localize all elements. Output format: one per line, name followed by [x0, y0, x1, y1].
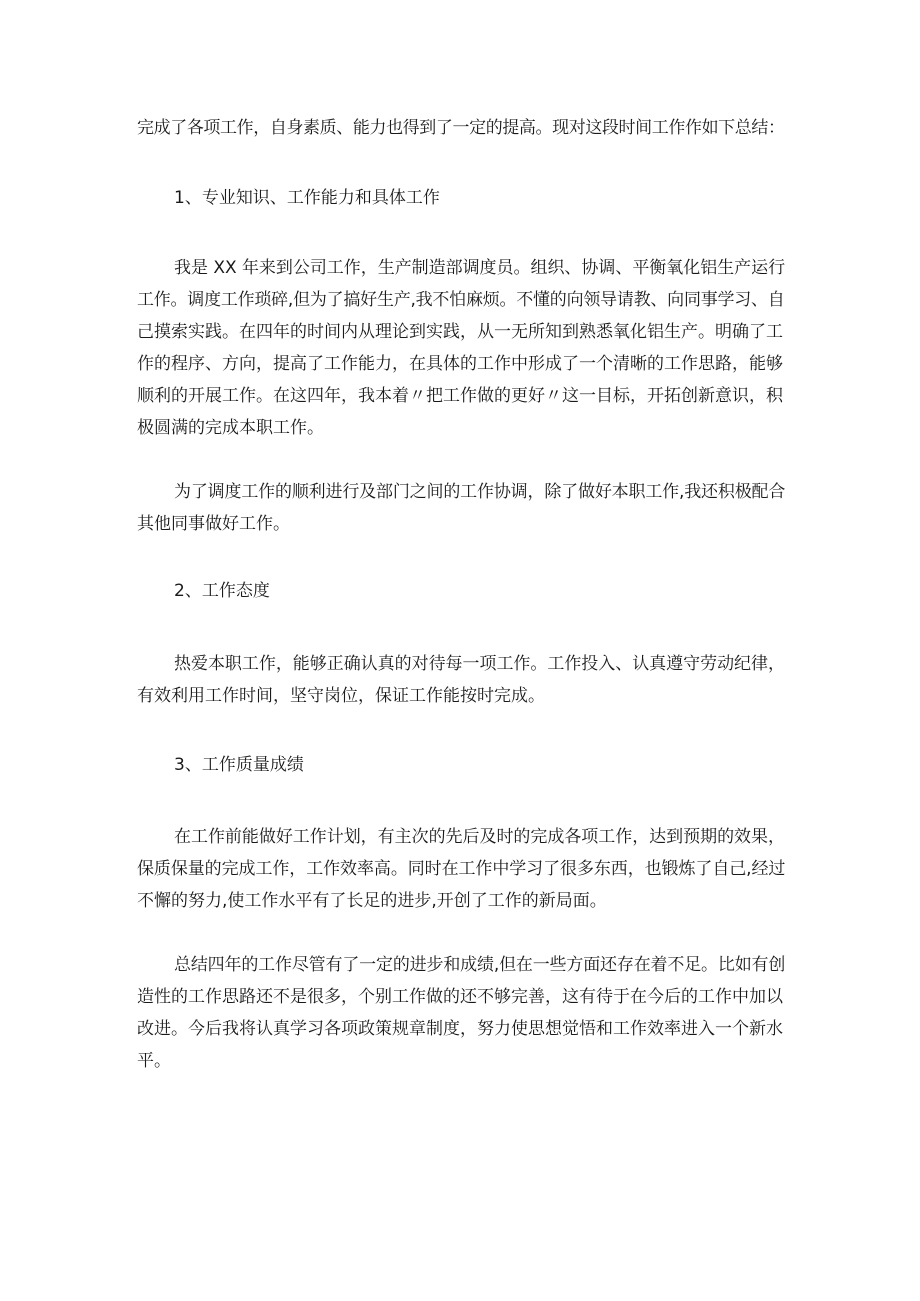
paragraph-4-line: 保质保量的完成工作，工作效率高。同时在工作中学习了很多东西，也锻炼了自己,经过	[137, 859, 786, 879]
paragraph-5-line: 平。	[137, 1051, 171, 1071]
paragraph-2-line: 为了调度工作的顺利进行及部门之间的工作协调，除了做好本职工作,我还积极配合	[174, 482, 786, 502]
paragraph-1-line: 工作。调度工作琐碎,但为了搞好生产,我不怕麻烦。不懂的向领导请教、向同事学习、自	[137, 290, 785, 310]
section-1-heading: 1、专业知识、工作能力和具体工作	[174, 188, 440, 208]
paragraph-4-line: 不懈的努力,使工作水平有了长足的进步,开创了工作的新局面。	[137, 891, 607, 911]
paragraph-5-line: 总结四年的工作尽管有了一定的进步和成绩,但在一些方面还存在着不足。比如有创	[174, 955, 786, 975]
paragraph-5-line: 改进。今后我将认真学习各项政策规章制度，努力使思想觉悟和工作效率进入一个新水	[137, 1019, 783, 1039]
paragraph-5-line: 造性的工作思路还不是很多，个别工作做的还不够完善，这有待于在今后的工作中加以	[137, 987, 783, 1007]
section-2-heading: 2、工作态度	[174, 581, 270, 601]
paragraph-3-line: 热爱本职工作，能够正确认真的对待每一项工作。工作投入、认真遵守劳动纪律，	[174, 654, 785, 674]
section-3-heading: 3、工作质量成绩	[174, 755, 304, 775]
paragraph-2-line: 其他同事做好工作。	[137, 514, 290, 534]
paragraph-1-line: 极圆满的完成本职工作。	[137, 418, 324, 438]
paragraph-1-line: 己摸索实践。在四年的时间内从理论到实践，从一无所知到熟悉氧化铝生产。明确了工	[137, 322, 783, 342]
paragraph-3-line: 有效利用工作时间，坚守岗位，保证工作能按时完成。	[137, 686, 545, 706]
intro-line: 完成了各项工作，自身素质、能力也得到了一定的提高。现对这段时间工作作如下总结：	[137, 118, 785, 138]
paragraph-1-line: 顺利的开展工作。在这四年，我本着〃把工作做的更好〃这一目标，开拓创新意识，积	[137, 386, 783, 406]
paragraph-4-line: 在工作前能做好工作计划，有主次的先后及时的完成各项工作，达到预期的效果，	[174, 827, 785, 847]
paragraph-1-line: 作的程序、方向，提高了工作能力，在具体的工作中形成了一个清晰的工作思路，能够	[137, 354, 783, 374]
paragraph-1-line: 我是 XX 年来到公司工作，生产制造部调度员。组织、协调、平衡氧化铝生产运行	[174, 258, 786, 278]
